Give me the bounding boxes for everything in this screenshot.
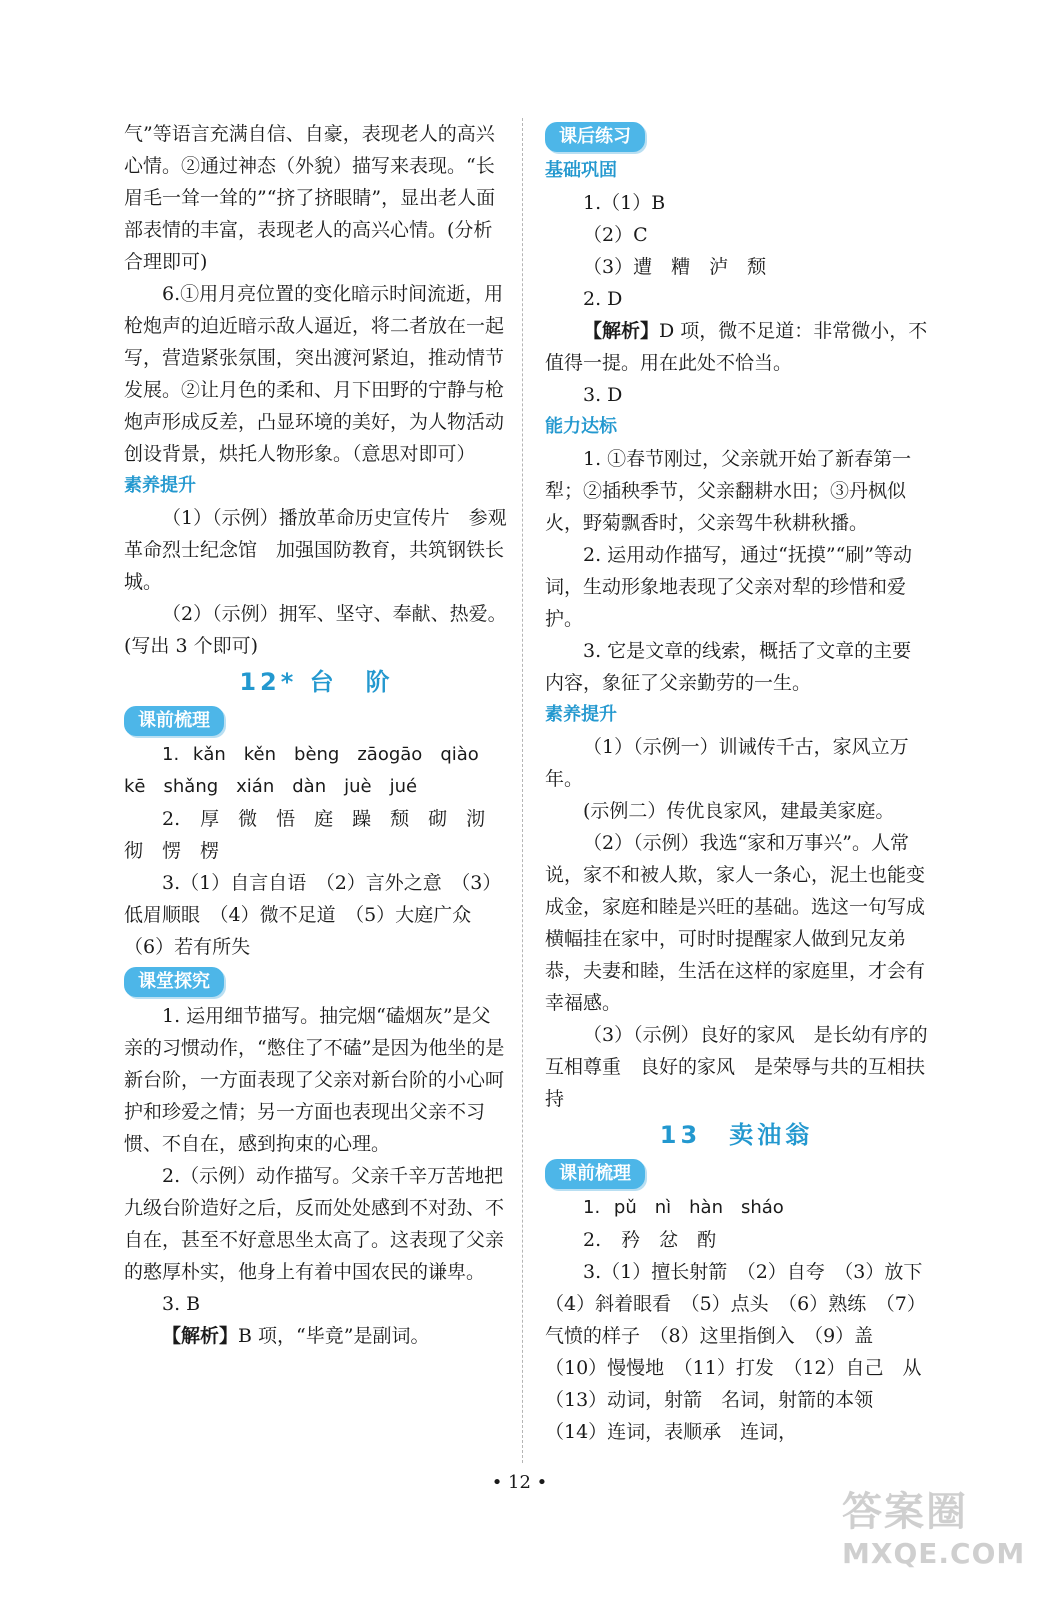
paragraph: （3）遭 糟 泸 颓 [583,256,767,278]
section-heading-suyang: 素养提升 [124,475,196,496]
paragraph: 1. ①春节刚过，父亲就开始了新春第一犁；②插秧季节，父亲翻耕水田；③丹枫似火，野菊飘香时，父亲驾牛秋耕秋播。 [545,448,912,534]
paragraph: 2. 厚 微 悟 庭 躁 颓 砌 沏 彻 愣 楞 [124,808,505,862]
paragraph: 1.（1）B [583,192,666,214]
paragraph: （3）（示例）良好的家风 是长幼有序的互相尊重 良好的家风 是荣辱与共的互相扶持 [545,1024,928,1110]
lesson-title: 12* 台 阶 [239,668,394,696]
paragraph: 2. 运用动作描写，通过“抚摸”“刷”等动词，生动形象地表现了父亲对犁的珍惜和爱护。 [545,544,913,630]
analysis-paragraph [545,315,928,379]
lesson-title: 13 卖油翁 [659,1121,814,1149]
analysis-paragraph [124,1320,509,1352]
paragraph: 2.（示例）动作描写。父亲千辛万苦地把九级台阶造好之后，反而处处感到不对劲、不自在，甚至不好意思坐太高了。这表现了父亲的憨厚朴实，他身上有着中国农民的谦卑。 [124,1165,505,1283]
pinyin-answers: 1. pǔ nì hàn sháo [583,1197,784,1218]
paragraph: (示例二）传优良家风，建最美家庭。 [583,800,895,822]
paragraph: 3. 它是文章的线索，概括了文章的主要内容，象征了父亲勤劳的一生。 [545,640,912,694]
paragraph: 3.（1）自言自语 （2）言外之意 （3）低眉顺眼 （4）微不足道 （5）大庭广众 （6）若有所失 [124,872,502,958]
paragraph: 1. 运用细节描写。抽完烟“磕烟灰”是父亲的习惯动作，“憋住了不磕”是因为他坐的是新台阶，一方面表现了父亲对新台阶的小心呵护和珍爱之情；另一方面也表现出父亲不习惯、不自在，感到拘束的心理。 [124,1005,505,1155]
paragraph: （1）（示例）播放革命历史宣传片 参观革命烈士纪念馆 加强国防教育，共筑钢铁长城。 [124,507,507,593]
analysis-text: B 项，“毕竟”是副词。 [238,1325,430,1347]
paragraph: （2）（示例）拥军、坚守、奉献、热爱。(写出 3 个即可) [124,603,507,657]
paragraph: （1）（示例一）训诫传千古，家风立万年。 [545,736,909,790]
section-heading-nengli: 能力达标 [545,416,617,437]
watermark-line1: 答案圈 [842,1489,968,1535]
badge-pre-class: 课前梳理 [545,1159,645,1189]
left-column [124,118,509,1352]
paragraph: 3. B [162,1293,201,1315]
section-heading-suyang: 素养提升 [545,704,617,725]
column-divider [522,118,523,1463]
paragraph: 2. D [583,288,623,310]
watermark-logo [842,1488,1026,1588]
analysis-text: D 项，微不足道：非常微小，不值得一提。用在此处不恰当。 [545,320,928,374]
paragraph: （2）（示例）我选“家和万事兴”。人常说，家不和被人欺，家人一条心，泥土也能变成金，家庭和睦是兴旺的基础。选这一句写成横幅挂在家中，可时时提醒家人做到兄友弟恭，夫妻和睦，生活在这样的家庭里，才会有幸福感。 [545,832,926,1014]
paragraph: 3. D [583,384,623,406]
paragraph: 2. 矜 忿 酌 [583,1229,717,1251]
right-column [545,118,942,1448]
paragraph: 3.（1）擅长射箭 （2）自夸 （3）放下 （4）斜着眼看 （5）点头 （6）熟练 （7）气愤的样子 （8）这里指倒入 （9）盖 （10）慢慢地 （11）打发 （12）自己 从 （13）动词，射箭 名词，射箭的本领 （14）连词，表顺承 连词， [545,1261,942,1443]
badge-in-class: 课堂探究 [124,967,224,997]
pinyin-answers: 1. kǎn kěn bèng zāogāo qiào kē shǎng xián dàn juè jué [124,744,497,797]
analysis-label: 【解析】 [583,320,660,342]
paragraph: 6.①用月亮位置的变化暗示时间流逝，用枪炮声的迫近暗示敌人逼近，将二者放在一起写，营造紧张氛围，突出渡河紧迫，推动情节发展。②让月色的柔和、月下田野的宁静与枪炮声形成反差，凸显环境的美好，为人物活动创设背景，烘托人物形象。（意思对即可） [124,283,505,465]
paragraph: 气”等语言充满自信、自豪，表现老人的高兴心情。②通过神态（外貌）描写来表现。“长眉毛一耸一耸的”“挤了挤眼睛”，显出老人面部表情的丰富，表现老人的高兴心情。(分析合理即可) [124,123,496,273]
badge-after-class: 课后练习 [545,122,645,152]
section-heading-jichu: 基础巩固 [545,160,617,181]
paragraph: （2）C [583,224,648,246]
badge-pre-class: 课前梳理 [124,706,224,736]
watermark-line2: MXQE.COM [842,1537,1026,1570]
page-number: • 12 • [491,1472,548,1493]
analysis-label: 【解析】 [162,1325,239,1347]
